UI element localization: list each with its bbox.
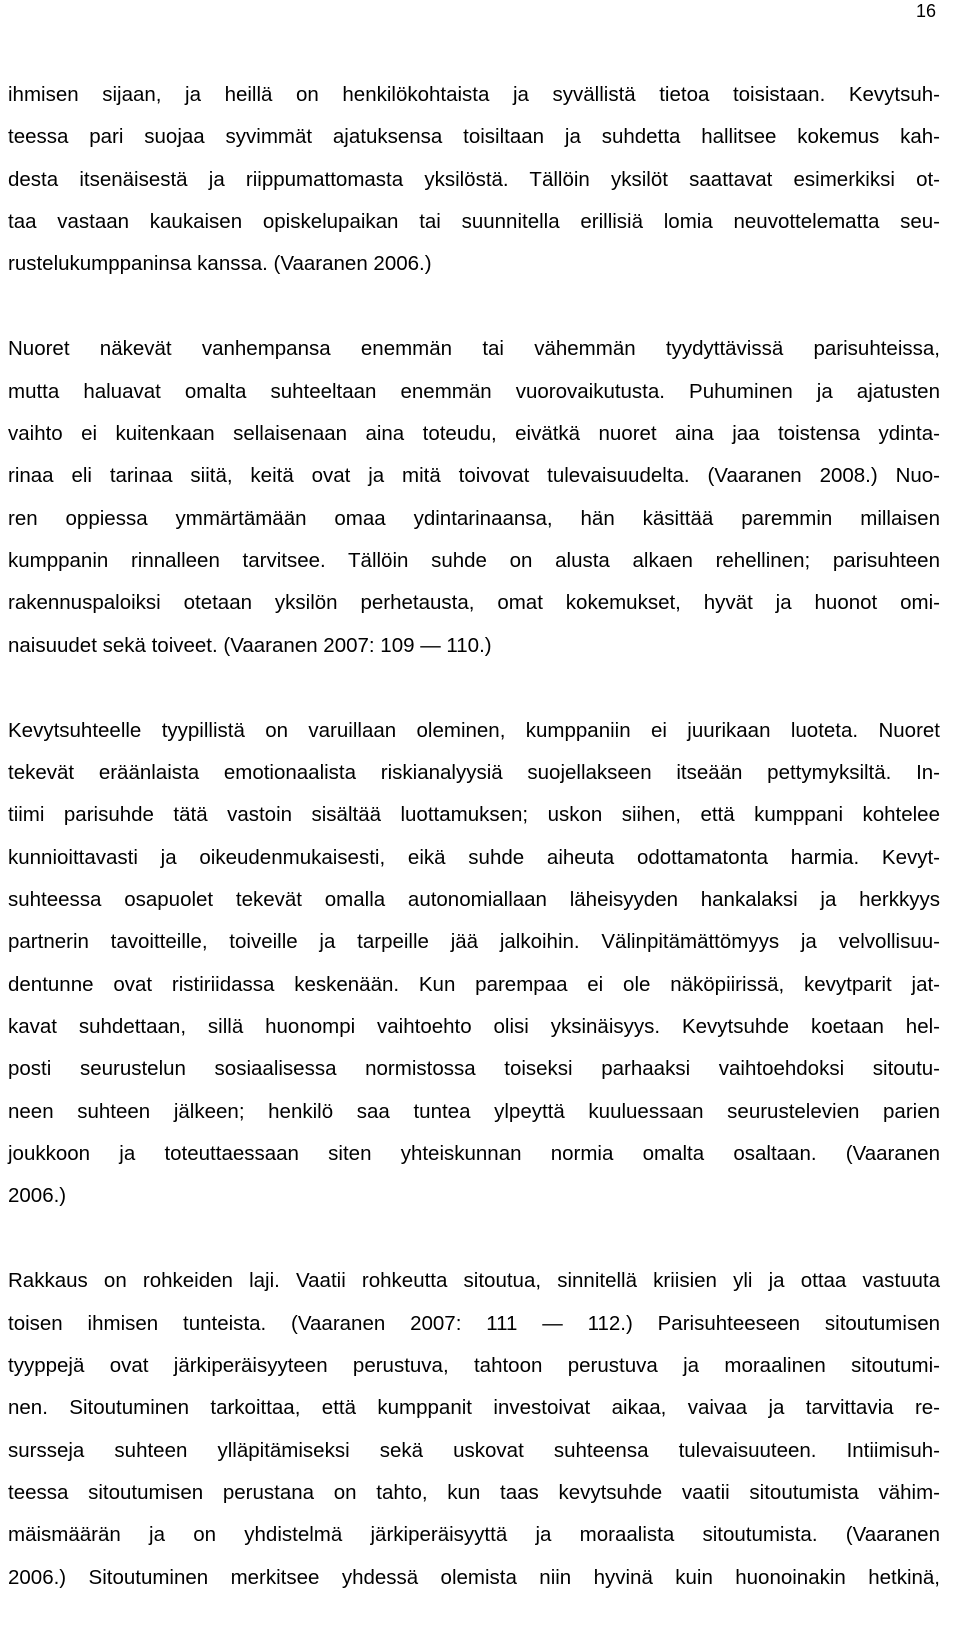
text-line: rinaa eli tarinaa siitä, keitä ovat ja mitä toivovat tulevaisuudelta. (Vaaranen 2008.) Nuo- — [8, 464, 940, 488]
text-line: Nuoret näkevät vanhempansa enemmän tai vähemmän tyydyttävissä parisuhteissa, — [8, 337, 940, 361]
text-line: vaihto ei kuitenkaan sellaisenaan aina toteudu, eivätkä nuoret aina jaa toistensa ydinta- — [8, 422, 940, 446]
text-line: rustelukumppaninsa kanssa. (Vaaranen 2006.) — [8, 252, 432, 276]
text-line: sursseja suhteen ylläpitämiseksi sekä uskovat suhteensa tulevaisuuteen. Intiimisuh- — [8, 1438, 940, 1462]
text-line: Kevytsuhteelle tyypillistä on varuillaan oleminen, kumppaniin ei juurikaan luoteta. Nuoret — [8, 718, 940, 742]
text-line: 2006.) — [8, 1184, 67, 1208]
text-line: mäismäärän ja on yhdistelmä järkiperäisyyttä ja moraalista sitoutumista. (Vaaranen — [8, 1523, 940, 1547]
document-body — [8, 74, 940, 1642]
text-line: kunnioittavasti ja oikeudenmukaisesti, eikä suhde aiheuta odottamatonta harmia. Kevyt- — [8, 845, 940, 869]
paragraph-1 — [8, 74, 940, 285]
paragraph-4 — [8, 1260, 940, 1598]
text-line: desta itsenäisestä ja riippumattomasta yksilöstä. Tällöin yksilöt saattavat esimerkiksi ot- — [8, 167, 940, 191]
text-line: kumppanin rinnalleen tarvitsee. Tällöin suhde on alusta alkaen rehellinen; parisuhteen — [8, 548, 940, 572]
text-line: tyyppejä ovat järkiperäisyyteen perustuva, tahtoon perustuva ja moraalinen sitoutumi- — [8, 1354, 940, 1378]
text-line: joukkoon ja toteuttaessaan siten yhteiskunnan normia omalta osaltaan. (Vaaranen — [8, 1141, 940, 1165]
text-line: dentunne ovat ristiriidassa keskenään. Kun parempaa ei ole näköpiirissä, kevytparit jat- — [8, 972, 940, 996]
text-line: 2006.) Sitoutuminen merkitsee yhdessä olemista niin hyvinä kuin huonoinakin hetkinä, — [8, 1565, 940, 1589]
text-line: teessa sitoutumisen perustana on tahto, kun taas kevytsuhde vaatii sitoutumista vähim- — [8, 1480, 940, 1504]
text-line: ren oppiessa ymmärtämään omaa ydintarinaansa, hän käsittää paremmin millaisen — [8, 506, 940, 530]
paragraph-3 — [8, 710, 940, 1218]
page-number: 16 — [915, 1, 936, 21]
text-line: posti seurustelun sosiaalisessa normistossa toiseksi parhaaksi vaihtoehdoksi sitoutu- — [8, 1057, 940, 1081]
text-line: tiimi parisuhde tätä vastoin sisältää luottamuksen; uskon siihen, että kumppani kohtelee — [8, 803, 940, 827]
text-line: neen suhteen jälkeen; henkilö saa tuntea ylpeyttä kuuluessaan seurustelevien parien — [8, 1099, 940, 1123]
text-line: mutta haluavat omalta suhteeltaan enemmän vuorovaikutusta. Puhuminen ja ajatusten — [8, 379, 940, 403]
text-line: nen. Sitoutuminen tarkoittaa, että kumppanit investoivat aikaa, vaivaa ja tarvittavia re- — [8, 1396, 940, 1420]
text-line: taa vastaan kaukaisen opiskelupaikan tai suunnitella erillisiä lomia neuvottelematta seu- — [8, 209, 940, 233]
text-line: kavat suhdettaan, sillä huonompi vaihtoehto olisi yksinäisyys. Kevytsuhde koetaan hel- — [8, 1014, 940, 1038]
text-line: teessa pari suojaa syvimmät ajatuksensa toisiltaan ja suhdetta hallitsee kokemus kah- — [8, 125, 940, 149]
text-line: naisuudet sekä toiveet. (Vaaranen 2007: 109 — 110.) — [8, 633, 492, 657]
text-line: rakennuspaloiksi otetaan yksilön perhetausta, omat kokemukset, hyvät ja huonot omi- — [8, 591, 940, 615]
text-line: toisen ihmisen tunteista. (Vaaranen 2007: 111 — 112.) Parisuhteeseen sitoutumisen — [8, 1311, 940, 1335]
text-line: Rakkaus on rohkeiden laji. Vaatii rohkeutta sitoutua, sinnitellä kriisien yli ja ottaa vastuuta — [8, 1269, 940, 1293]
text-line: ihmisen sijaan, ja heillä on henkilökohtaista ja syvällistä tietoa toisistaan. Kevytsuh- — [8, 83, 940, 106]
text-line: suhteessa osapuolet tekevät omalla autonomiallaan läheisyyden hankalaksi ja herkkyys — [8, 888, 940, 912]
text-line: tekevät eräänlaista emotionaalista riskianalyysiä suojellakseen itseään pettymyksiltä. In- — [8, 761, 940, 785]
paragraph-2 — [8, 328, 940, 666]
text-line: partnerin tavoitteille, toiveille ja tarpeille jää jalkoihin. Välinpitämättömyys ja velvollisuu- — [8, 930, 940, 954]
